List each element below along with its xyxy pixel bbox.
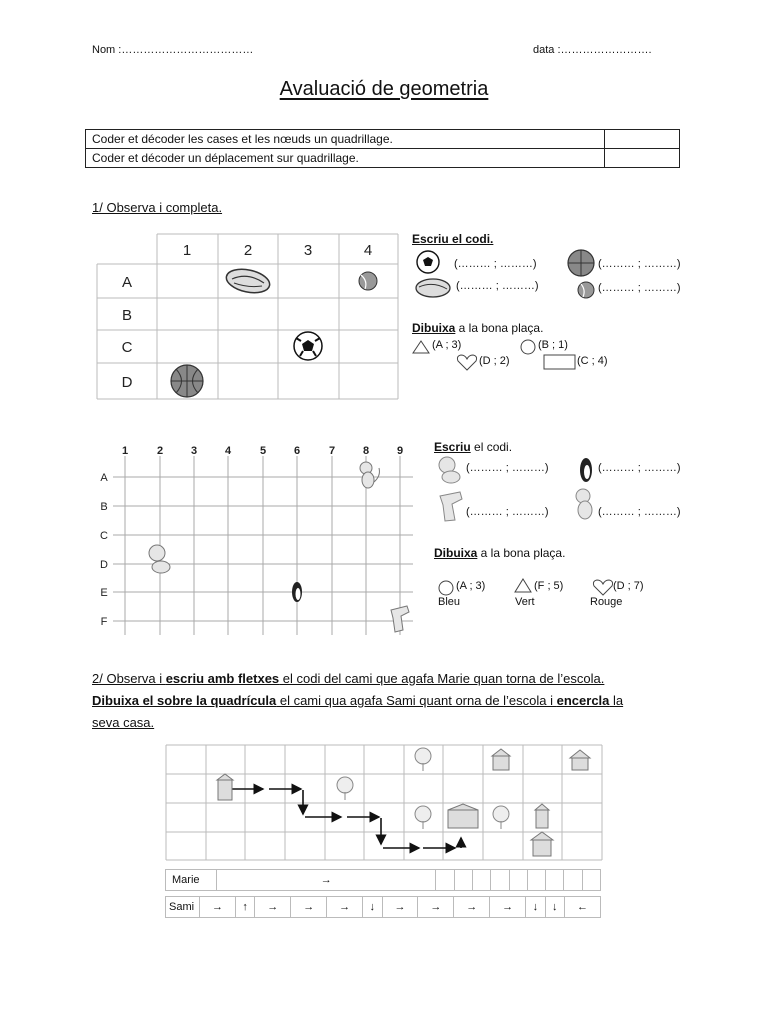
arrow-cell[interactable] xyxy=(527,870,545,891)
arrow-cell[interactable] xyxy=(436,870,454,891)
arrow-cell: → xyxy=(327,897,363,918)
arrow-cell: ↓ xyxy=(526,897,545,918)
objectives-table xyxy=(85,129,680,168)
instruction-line: seva casa. xyxy=(92,715,155,730)
code-input[interactable]: (……… ; ………) xyxy=(466,462,549,474)
col-label: 9 xyxy=(396,445,404,457)
arrow-cell[interactable] xyxy=(454,870,472,891)
instruction-text: el cami qua agafa Sami quant orna de l’escola i xyxy=(276,693,557,708)
penguin-icon xyxy=(576,454,596,484)
exercise-1-heading: 1/ Observa i completa. xyxy=(92,200,223,215)
soccer-ball-icon xyxy=(413,249,443,275)
monkey-icon xyxy=(360,462,379,488)
write-code-rest: el codi. xyxy=(470,440,513,454)
col-label: 4 xyxy=(224,445,232,457)
place-code: (A ; 3) xyxy=(432,339,462,351)
path-grid xyxy=(165,744,603,862)
color-label: Vert xyxy=(515,596,535,608)
lion-icon xyxy=(149,545,170,573)
penguin-icon xyxy=(292,582,302,602)
instruction-line xyxy=(92,668,692,690)
instruction-emphasis: escriu amb fletxes xyxy=(165,671,280,686)
col-label: 4 xyxy=(363,242,373,259)
tree-icon xyxy=(493,806,509,829)
col-label: 5 xyxy=(259,445,267,457)
arrow-cell: → xyxy=(255,897,291,918)
draw-instruction-rest: a la bona plaça. xyxy=(455,321,544,335)
col-label: 1 xyxy=(182,242,192,259)
house-icon xyxy=(492,749,510,770)
row-label: D xyxy=(121,374,133,391)
tennis-ball-icon xyxy=(359,272,377,290)
crocodile-icon xyxy=(436,490,466,522)
arrow-cell[interactable]: → xyxy=(217,870,436,891)
place-code: (F ; 5) xyxy=(534,580,564,592)
arrow-cell: → xyxy=(490,897,526,918)
col-label: 8 xyxy=(362,445,370,457)
place-code: (D ; 2) xyxy=(479,355,510,367)
cell-grid xyxy=(95,232,400,402)
arrow-cell[interactable] xyxy=(491,870,509,891)
color-label: Rouge xyxy=(590,596,623,608)
col-label: 7 xyxy=(328,445,336,457)
rugby-ball-icon xyxy=(224,266,272,297)
tennis-ball-icon xyxy=(576,280,596,300)
color-label: Bleu xyxy=(438,596,461,608)
triangle-icon xyxy=(514,578,532,593)
draw-label: Dibuixa xyxy=(434,546,478,560)
arrow-cell: ↓ xyxy=(545,897,564,918)
exercise-2-instructions xyxy=(92,668,692,734)
col-label: 1 xyxy=(121,445,129,457)
rugby-ball-icon xyxy=(413,277,453,299)
row-label: B xyxy=(100,501,108,513)
date-field: data :……………………. xyxy=(533,44,652,56)
row-label: A xyxy=(121,274,133,291)
draw-label: Dibuixa xyxy=(412,321,456,335)
house-icon xyxy=(217,774,233,800)
basketball-icon xyxy=(171,365,203,397)
col-label: 2 xyxy=(156,445,164,457)
instruction-line xyxy=(92,690,692,712)
place-code: (B ; 1) xyxy=(538,339,568,351)
place-code: (D ; 7) xyxy=(613,580,644,592)
row-label: E xyxy=(100,587,108,599)
col-label: 6 xyxy=(293,445,301,457)
draw-instruction-rest: a la bona plaça. xyxy=(477,546,566,560)
arrow-cell: ↓ xyxy=(363,897,382,918)
write-code-label: Escriu xyxy=(434,440,471,454)
code-input[interactable]: (……… ; ………) xyxy=(456,280,539,292)
arrow-cell: → xyxy=(418,897,454,918)
code-input[interactable]: (……… ; ………) xyxy=(598,282,681,294)
marie-code-table xyxy=(165,869,601,891)
name-field: Nom :……………………………… xyxy=(92,44,254,56)
heart-icon xyxy=(592,579,614,597)
arrow-cell: → xyxy=(382,897,418,918)
objective-row xyxy=(86,130,680,149)
monkey-icon xyxy=(572,488,600,522)
arrow-cell: ↑ xyxy=(235,897,254,918)
house-icon xyxy=(535,804,549,828)
col-label: 3 xyxy=(190,445,198,457)
row-label: A xyxy=(100,472,108,484)
instruction-text: 2/ Observa i xyxy=(92,671,166,686)
house-icon xyxy=(570,750,590,770)
code-input[interactable]: (……… ; ………) xyxy=(598,506,681,518)
sami-label: Sami xyxy=(166,897,200,918)
row-label: D xyxy=(100,559,108,571)
page-title: Avaluació de geometria xyxy=(279,78,489,100)
code-input[interactable]: (……… ; ………) xyxy=(598,462,681,474)
place-code: (C ; 4) xyxy=(577,355,608,367)
col-label: 2 xyxy=(243,242,253,259)
write-code-label: Escriu el codi. xyxy=(412,232,494,246)
draw-instruction xyxy=(412,321,543,335)
circle-icon xyxy=(520,339,536,355)
marie-label: Marie xyxy=(166,870,217,891)
row-label: C xyxy=(121,339,133,356)
code-input[interactable]: (……… ; ………) xyxy=(598,258,681,270)
instruction-emphasis: encercla xyxy=(556,693,610,708)
tree-icon xyxy=(415,806,431,829)
tree-icon xyxy=(337,777,353,800)
instruction-text: el codi del cami que agafa Marie quan torna de l’escola. xyxy=(279,671,605,686)
objective-row xyxy=(86,149,680,168)
arrow-cell: → xyxy=(200,897,236,918)
circle-icon xyxy=(438,580,454,596)
house-icon xyxy=(531,832,553,856)
school-icon xyxy=(448,804,478,828)
sami-code-table xyxy=(165,896,601,918)
arrow-cell: ← xyxy=(565,897,601,918)
write-code-instruction xyxy=(434,440,512,454)
soccer-ball-icon xyxy=(294,332,322,360)
arrow-cell[interactable] xyxy=(564,870,582,891)
arrow-cell[interactable] xyxy=(582,870,600,891)
arrow-cell[interactable] xyxy=(546,870,564,891)
basketball-icon xyxy=(565,248,597,278)
node-grid xyxy=(95,440,415,640)
row-label: C xyxy=(100,530,108,542)
instruction-text: la xyxy=(609,693,624,708)
objective-text: Coder et décoder les cases et les nœuds un quadrillage. xyxy=(86,130,605,149)
table-row xyxy=(166,897,601,918)
table-row xyxy=(166,870,601,891)
place-code: (A ; 3) xyxy=(456,580,486,592)
arrow-cell: → xyxy=(291,897,327,918)
heart-icon xyxy=(456,354,478,372)
triangle-icon xyxy=(412,340,430,354)
code-input[interactable]: (……… ; ………) xyxy=(454,258,537,270)
arrow-cell: → xyxy=(454,897,490,918)
col-label: 3 xyxy=(303,242,313,259)
code-input[interactable]: (……… ; ………) xyxy=(466,506,549,518)
arrow-cell[interactable] xyxy=(509,870,527,891)
draw-instruction xyxy=(434,546,565,560)
objective-checkbox[interactable] xyxy=(605,149,680,168)
crocodile-icon xyxy=(391,606,409,632)
objective-text: Coder et décoder un déplacement sur quadrillage. xyxy=(86,149,605,168)
arrow-cell[interactable] xyxy=(472,870,490,891)
row-label: F xyxy=(100,616,108,628)
rectangle-icon xyxy=(543,354,577,370)
instruction-emphasis: Dibuixa el sobre la quadrícula xyxy=(92,693,277,708)
tree-icon xyxy=(415,748,431,771)
lion-icon xyxy=(436,455,462,485)
row-label: B xyxy=(121,307,133,324)
objective-checkbox[interactable] xyxy=(605,130,680,149)
